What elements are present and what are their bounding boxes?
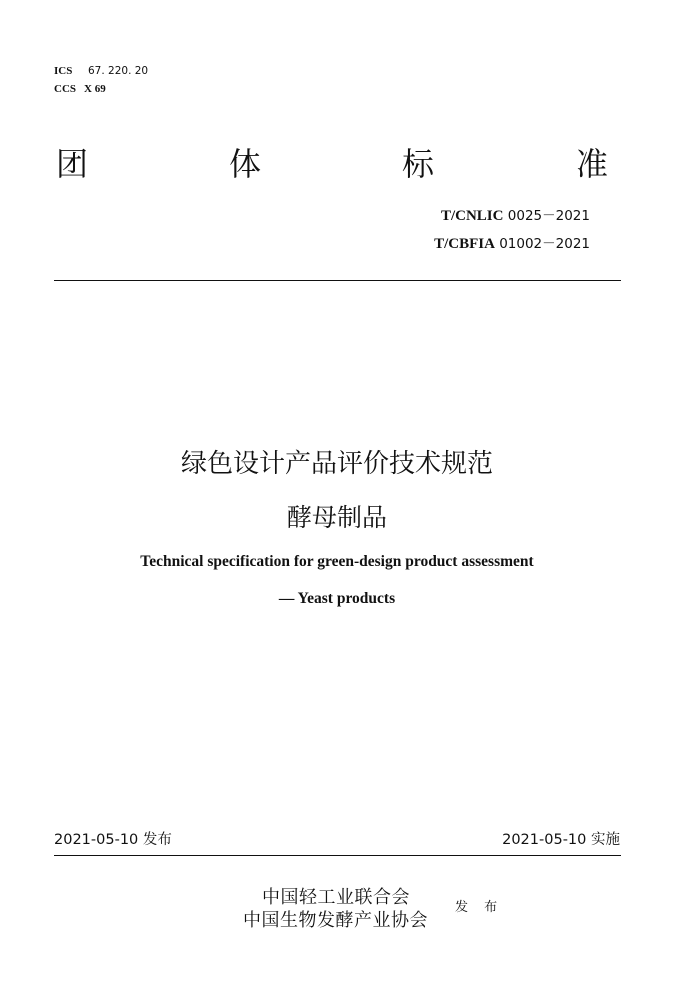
title-chinese: 绿色设计产品评价技术规范 xyxy=(180,449,493,479)
standard-code-number: 0025－2021 xyxy=(503,208,590,224)
standard-code-cbfia xyxy=(434,235,590,253)
ccs-code: X 69 xyxy=(84,83,106,95)
standard-type-char: 团 xyxy=(56,145,89,183)
release-date: 2021-05-10 发布 xyxy=(54,832,172,848)
subtitle-english: — Yeast products xyxy=(278,590,396,607)
header-divider xyxy=(54,280,621,281)
standard-code-prefix: T/CNLIC xyxy=(440,208,504,224)
standard-type-char: 标 xyxy=(402,145,435,183)
footer-divider xyxy=(54,855,621,856)
publish-label: 发 布 xyxy=(455,900,504,915)
subtitle-chinese: 酵母制品 xyxy=(286,503,387,532)
standard-code-prefix: T/CBFIA xyxy=(434,236,495,252)
publisher-name: 中国生物发酵产业协会 xyxy=(243,910,428,931)
standard-type-char: 体 xyxy=(229,145,262,183)
standard-type-char: 准 xyxy=(576,145,609,183)
publisher-name: 中国轻工业联合会 xyxy=(262,887,410,908)
standard-code-number: 01002－2021 xyxy=(494,236,590,252)
ics-label: ICS xyxy=(54,65,73,77)
ccs-label: CCS xyxy=(54,83,77,95)
title-english: Technical specification for green-design product assessment xyxy=(140,553,534,570)
ics-classification xyxy=(54,64,148,78)
implementation-date: 2021-05-10 实施 xyxy=(502,832,620,848)
ccs-classification xyxy=(54,82,106,96)
standard-code-cnlic xyxy=(441,207,590,225)
ics-code: 67. 220. 20 xyxy=(88,65,149,77)
